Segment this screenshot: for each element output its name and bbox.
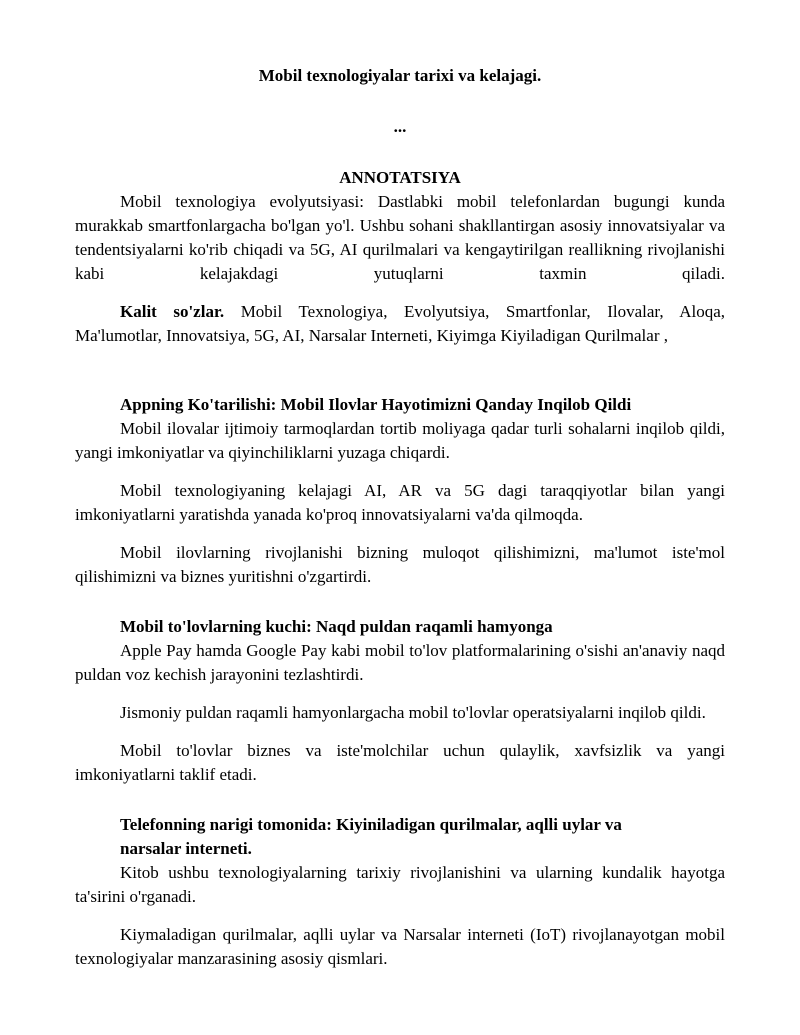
keywords-paragraph	[75, 300, 725, 348]
section-heading: Telefonning narigi tomonida: Kiyiniladigan qurilmalar, aqlli uylar va narsalar interneti.	[120, 815, 622, 858]
document-title: Mobil texnologiyalar tarixi va kelajagi.	[258, 66, 542, 85]
section-paragraph: Mobil ilovalar ijtimoiy tarmoqlardan tortib moliyaga qadar turli sohalarni inqilob qildi, yangi imkoniyatlar va qiyinchiliklarni yuzaga chiqardi.	[75, 419, 725, 462]
section-paragraph: Kiymaladigan qurilmalar, aqlli uylar va Narsalar interneti (IoT) rivojlanayotgan mobil texnologiyalar manzarasining asosiy qismlari.	[75, 925, 725, 968]
section-heading: Mobil to'lovlarning kuchi: Naqd puldan raqamli hamyonga	[120, 617, 553, 636]
keywords-label: Kalit so'zlar.	[120, 302, 225, 321]
section-paragraph: Mobil texnologiyaning kelajagi AI, AR va 5G dagi taraqqiyotlar bilan yangi imkoniyatlarni yaratishda yanada ko'proq innovatsiyalarni va'da qilmoqda.	[75, 481, 725, 524]
ellipsis-line: ...	[393, 117, 407, 136]
keywords-text: Mobil Texnologiya, Evolyutsiya, Smartfonlar, Ilovalar, Aloqa, Ma'lumotlar, Innovatsiya, 5G, AI, Narsalar Interneti, Kiyimga Kiyiladigan Qurilmalar ,	[75, 302, 725, 345]
section-paragraph: Kitob ushbu texnologiyalarning tarixiy rivojlanishini va ularning kundalik hayotga ta'sirini o'rganadi.	[75, 863, 725, 906]
annotation-body: Mobil texnologiya evolyutsiyasi: Dastlabki mobil telefonlardan bugungi kunda murakkab smartfonlargacha bo'lgan yo'l. Ushbu sohani shakllantirgan asosiy innovatsiyalar va tendentsiyalarni ko'rib chiqadi va 5G, AI qurilmalari va kengaytirilgan reallikning rivojlanishi kabi kelajakdagi yutuqlarni taxmin qiladi.	[75, 192, 725, 283]
section-paragraph: Mobil ilovlarning rivojlanishi bizning muloqot qilishimizni, ma'lumot iste'mol qilishimizni va biznes yuritishni o'zgartirdi.	[75, 543, 725, 586]
annotation-heading: ANNOTATSIYA	[339, 168, 461, 187]
section-paragraph: Apple Pay hamda Google Pay kabi mobil to'lov platformalarining o'sishi an'anaviy naqd puldan voz kechish jarayonini tezlashtirdi.	[75, 641, 725, 684]
section-paragraph: Mobil to'lovlar biznes va iste'molchilar uchun qulaylik, xavfsizlik va yangi imkoniyatlarni taklif etadi.	[75, 741, 725, 784]
section-heading: Appning Ko'tarilishi: Mobil Ilovlar Hayotimizni Qanday Inqilob Qildi	[120, 395, 632, 414]
section-paragraph: Jismoniy puldan raqamli hamyonlargacha mobil to'lovlar operatsiyalarni inqilob qildi.	[120, 703, 706, 722]
